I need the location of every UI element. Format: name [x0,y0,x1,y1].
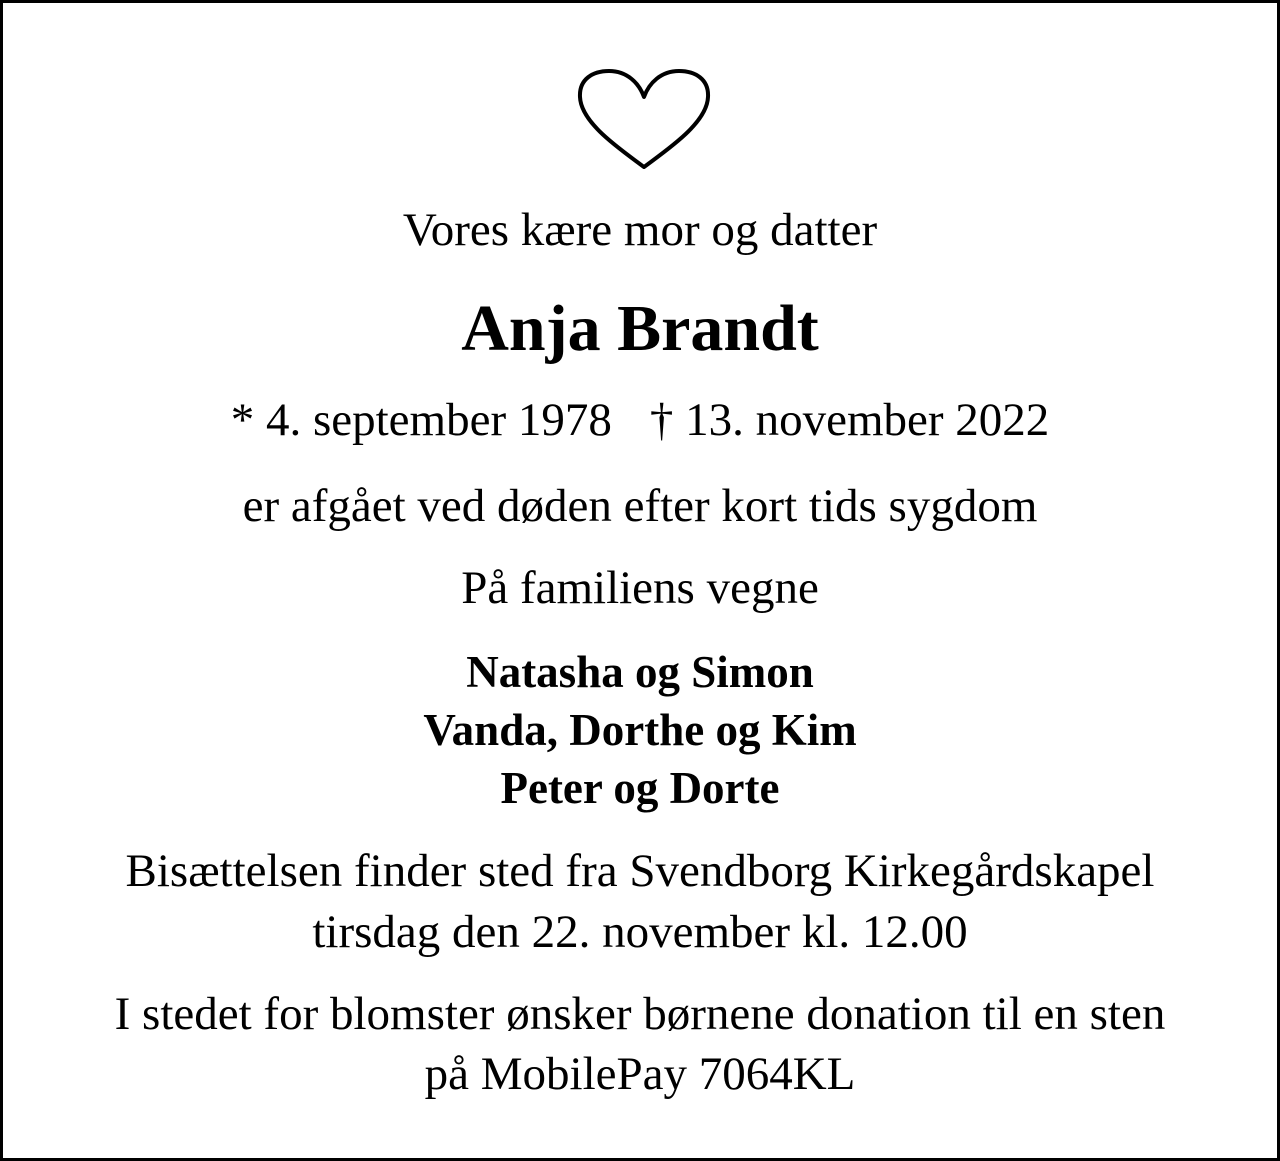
family-line: Vanda, Dorthe og Kim [423,705,857,755]
heart-icon [575,67,713,171]
family-names [3,647,1277,824]
donation-info [3,988,1277,1111]
ceremony-line: Bisættelsen finder sted fra Svendborg Kirkegårdskapel [125,845,1155,897]
family-line: Peter og Dorte [500,763,780,813]
on-behalf-text: På familiens vegne [461,562,819,614]
ceremony-line: tirsdag den 22. november kl. 12.00 [312,906,968,958]
deceased-name: Anja Brandt [461,292,819,365]
ceremony-info [3,845,1277,970]
passed-away-text: er afgået ved døden efter kort tids sygdom [242,480,1038,532]
life-dates [3,394,1277,446]
birth-date: * 4. september 1978 [230,394,612,446]
intro-text: Vores kære mor og datter [402,204,878,256]
donation-line: I stedet for blomster ønsker børnene donation til en sten [114,988,1166,1040]
family-line: Natasha og Simon [466,647,814,697]
death-date: † 13. november 2022 [649,394,1050,446]
donation-line: på MobilePay 7064KL [424,1048,856,1100]
